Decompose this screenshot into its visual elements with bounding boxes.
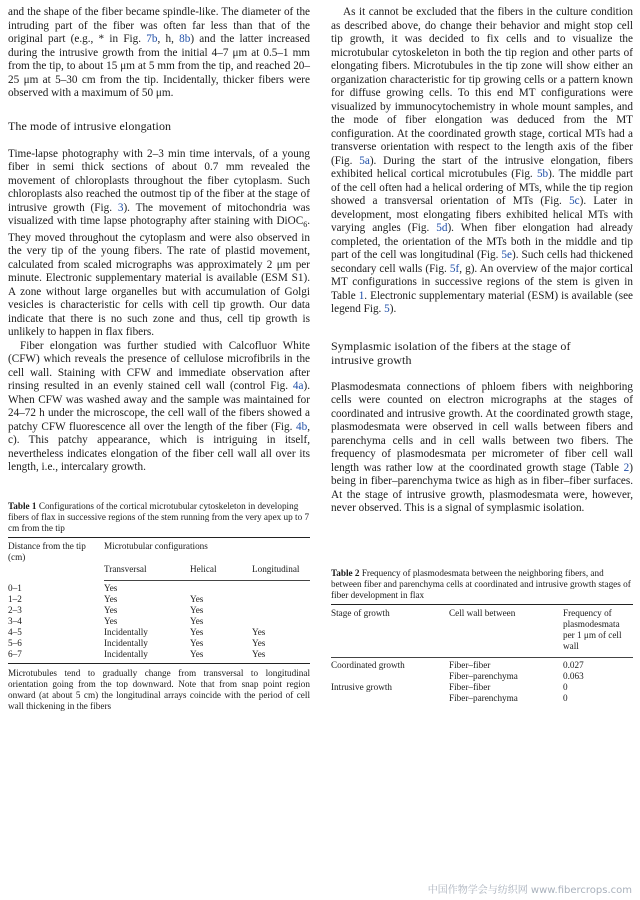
figure-ref-5b[interactable]: 5b	[536, 168, 549, 180]
table-2	[331, 568, 633, 704]
paragraph-fiber-shape: and the shape of the fiber became spindle-like. The diameter of the intruding part of the fiber was often far less than that of the original part (e.g., * in Fig. 7b, h, 8b) and the latter increased during the intrusive growth from the initial 4–7 μm at 0.5–1 mm from the tip, to about 15 μm at 5 mm from the tip, and reached 20–25 μm at 5–30 cm from the tip. Incidentally, thicker fibers were observed with a maximum of 50 μm.	[8, 6, 311, 99]
table-row: Coordinated growth Fiber–fiber 0.027	[331, 659, 584, 670]
table-2-header-frequency: Frequency of plasmodesmata per 1 μm of cell wall	[563, 607, 622, 651]
table-row: 2–3 Yes Yes	[8, 604, 204, 615]
left-column	[8, 6, 310, 712]
table-1-caption: Table 1 Configurations of the cortical microtubular cytoskeleton in developing fibers of flax in successive regions of the stem running from the very apex up to 7 cm from the tip	[8, 500, 310, 533]
paragraph-calcofluor: Fiber elongation was further studied with Calcofluor White (CFW) which reveals the presence of cellulose microfibrils in the cell wall. Staining with CFW and immediate observation after rinsing resulted in an evenly stained cell wall (control Fig. 4a). When CFW was washed away and the sample was maintained for 24–72 h under the microscope, the cell wall of the fibers showed a patchy CFW fluorescence all over the length of the fiber (Fig. 4b, c). This patchy appearance, which is intriguing in itself, nevertheless indicates elongation of the fiber cell wall all over its length, i.e., intercalary growth.	[8, 339, 310, 474]
paragraph-microtubules: As it cannot be excluded that the fibers in the culture condition as described above, do change their behavior and might stop cell tip growth, it was decided to fix cells and to visualize the microtubular cytoskeleton in both the tip region and other parts of elongating fibers. Microtubules in the tip zone will show either an organization characteristic for tip growing cells or a pattern known for diffuse growing cells. To this end MT configurations were visualized by immunocytochemistry in whole mount samples, and the mode of fiber elongation was deduced from the MT configuration. At the coordinated growth stage, cortical MTs had a transverse orientation with respect to the length axis of the fiber (Fig. 5a). During the start of the intrusive elongation, fibers exhibited helical cortical microtubules (Fig. 5b). The middle part of the cell often had a helical ordering of MTs, while the tip region showed a transversal orientation of MTs (Fig. 5c). Later in development, most elongating fibers exhibited helical MTs with varying angles (Fig. 5d). When fiber elongation had already completed, the orientation of the MTs both in the middle and tip part of the cell was longitudinal (Fig. 5e). Such cells had thickened secondary cell walls (Fig. 5f, g). An overview of the major cortical MT configurations in successive regions of the stem is given in Table 1. Electronic supplementary material (ESM) is available (see legend Fig. 5).	[331, 6, 634, 315]
table-ref-2[interactable]: 2	[623, 461, 630, 474]
figure-ref-5[interactable]: 5	[384, 303, 390, 315]
figure-ref-7b[interactable]: 7b	[146, 33, 158, 45]
figure-ref-5f[interactable]: 5f	[449, 262, 460, 275]
table-2-grid	[331, 608, 633, 704]
table-1-subheader: Longitudinal	[252, 563, 300, 574]
table-row: 4–5 Incidentally Yes Yes	[8, 626, 266, 637]
table-row: 3–4 Yes Yes	[8, 615, 204, 626]
table-ref-1[interactable]: 1	[358, 289, 365, 302]
figure-ref-5e[interactable]: 5e	[501, 249, 512, 261]
table-1-note: Microtubules tend to gradually change from transversal to longitudinal orientation going from the top downward. Note that from snap point region onward (at about 5 cm) the longitudinal arrays coincide with the period of cell wall thickening in the fibers	[8, 667, 310, 711]
table-row: Fiber–parenchyma 0.063	[449, 670, 584, 681]
table-row: 0–1 Yes	[8, 582, 118, 593]
table-2-caption: Table 2 Frequency of plasmodesmata between the neighboring fibers, and between fiber and parenchyma cells at coordinated and intrusive growth stages of fiber development in flax	[331, 567, 631, 600]
watermark: 中国作物学会与纺织网 www.fibercrops.com	[427, 885, 632, 896]
table-1-grid	[8, 538, 310, 660]
table-row: 6–7 Incidentally Yes Yes	[8, 648, 266, 659]
table-1	[8, 501, 310, 712]
table-1-subheader: Helical	[190, 563, 217, 574]
figure-ref-4b[interactable]: 4b	[296, 420, 308, 433]
paragraph-time-lapse: Time-lapse photography with 2–3 min time intervals, of a young fiber in semi thick sections of about 0.7 mm revealed the movement of chloroplasts throughout the fiber cytoplasm. Such chloroplasts also reached the outmost tip of the fiber at the stage of intrusive growth (Fig. 3). The movement of mitochondria was visualized with time lapse photography after staining with DiOC$_6$. They moved throughout the cytoplasm and were also observed in the very tip of the young fibers. The rate of plastid movement, calculated from scaled micrographs was approximately 2 μm per minute. Electronic supplementary material is available (ESM S1). A zone without large organelles but with accumulation of Golgi vesicles is characteristic for cells with cell tip growth. Our data indicate that there is no such zone and thus, cell tip growth is unlikely to happen in flax fibers.	[8, 147, 310, 339]
paragraph-plasmodesmata: Plasmodesmata connections of phloem fibers with neighboring cells were counted on electron micrographs at the stages of coordinated and intrusive growth. At the coordinated growth stage, plasmodesmata were observed in cell walls between fibers and parenchyma cells and in cell walls between two fibers. The frequency of plasmodesmata per micrometer of fiber cell wall length was rather low at the coordinated growth stage (Table 2) being in fiber–parenchyma twice as high as in fiber–fiber surfaces. At the stage of intrusive growth, plasmodesmata were, however, never observed. This is a signal of symplasmic isolation.	[331, 380, 633, 514]
figure-ref-3[interactable]: 3	[117, 201, 124, 214]
section-heading-intrusive-elongation: The mode of intrusive elongation	[8, 118, 172, 133]
table-1-subheader: Transversal	[104, 563, 147, 574]
right-column	[331, 6, 633, 704]
figure-ref-4a[interactable]: 4a	[292, 380, 304, 393]
figure-ref-5d[interactable]: 5d	[436, 222, 448, 234]
table-1-header-distance: Distance from the tip (cm)	[8, 540, 86, 562]
table-row: 1–2 Yes Yes	[8, 593, 204, 604]
table-row: Intrusive growth Fiber–fiber 0	[331, 681, 568, 692]
figure-ref-5c[interactable]: 5c	[569, 195, 580, 207]
figure-ref-5a[interactable]: 5a	[359, 154, 370, 167]
section-heading-symplasmic-isolation: Symplasmic isolation of the fibers at the stage of intrusive growth	[331, 338, 571, 367]
figure-ref-8b[interactable]: 8b	[179, 33, 191, 45]
table-row: Fiber–parenchyma 0	[449, 692, 568, 703]
table-1-header-group: Microtubular configurations	[104, 540, 208, 551]
table-row: 5–6 Incidentally Yes Yes	[8, 637, 266, 648]
table-2-header-wall: Cell wall between	[449, 607, 516, 618]
table-2-header-stage: Stage of growth	[331, 607, 390, 618]
